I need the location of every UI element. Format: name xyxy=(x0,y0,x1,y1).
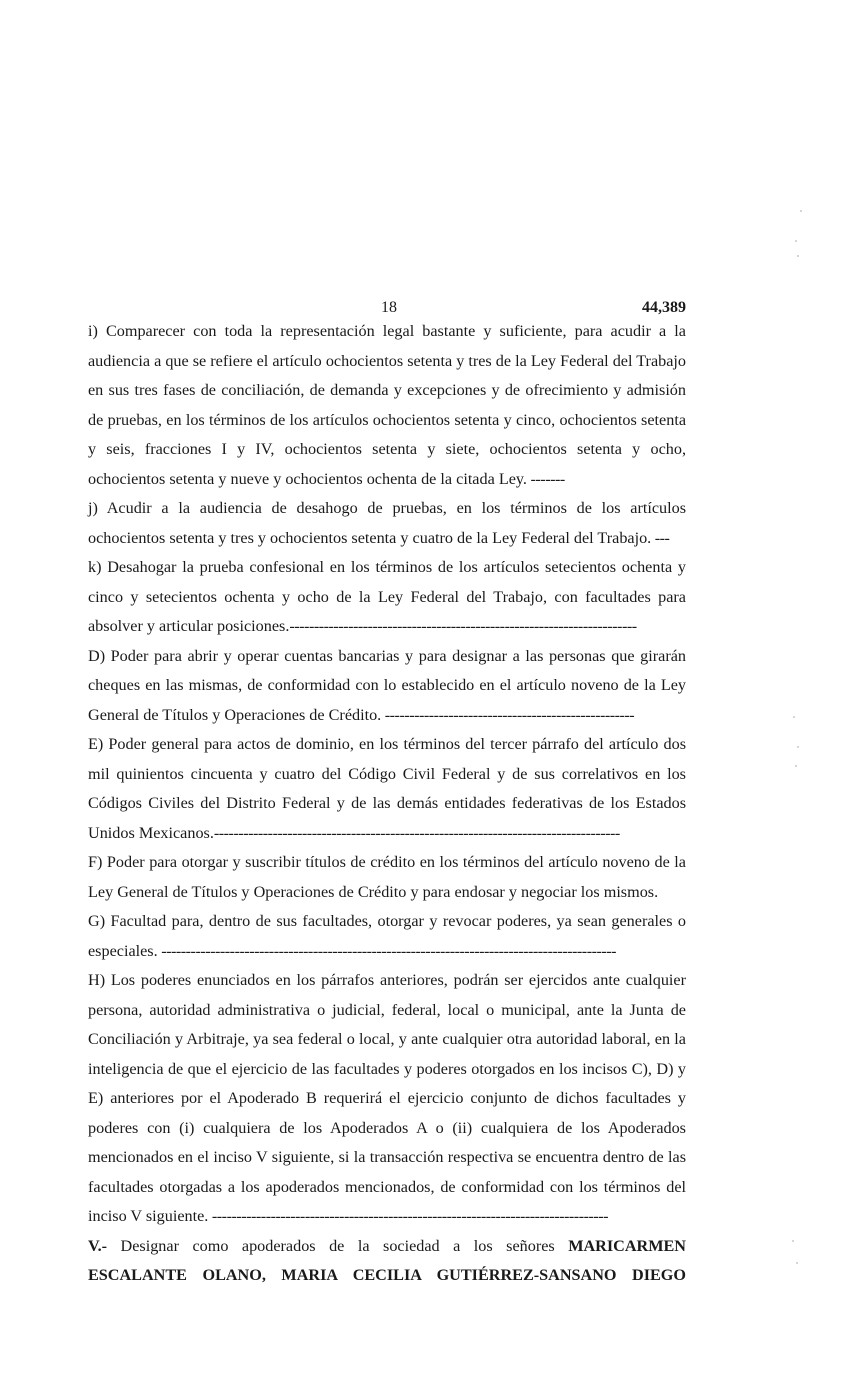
scan-speck xyxy=(796,1262,798,1264)
paragraph-D-dashes: --------------------------------------------------- xyxy=(381,705,635,724)
paragraph-H xyxy=(88,966,686,1232)
paragraph-E-text: E) Poder general para actos de dominio, en los términos del tercer párrafo del artículo dos mil quinientos cincuenta y cuatro del Código Civil Federal y de sus correlativos en los Códigos Civiles del Distrito Federal y de las demás entidades federativas de los Estados Unidos Mexicanos. xyxy=(88,735,686,842)
paragraph-k-dashes: ----------------------------------------------------------------------- xyxy=(289,617,637,635)
paragraph-F-text: F) Poder para otorgar y suscribir títulos de crédito en los términos del artículo noveno de la Ley General de Títulos y Operaciones de Crédito y para endosar y negociar los mismos. xyxy=(88,853,686,901)
paragraph-V-text: Designar como apoderados de la sociedad a los señores xyxy=(107,1236,569,1255)
page-number: 18 xyxy=(381,299,397,316)
scan-speck xyxy=(795,240,797,242)
scan-speck xyxy=(795,765,797,767)
paragraph-j-text: j) Acudir a la audiencia de desahogo de pruebas, en los términos de los artículos ochocientos setenta y tres y ochocientos setenta y cuatro de la Ley Federal del Trabajo. xyxy=(88,499,686,547)
scan-speck xyxy=(797,746,799,748)
paragraph-i-dashes: ------- xyxy=(526,469,565,488)
document-body xyxy=(88,317,686,1291)
paragraph-i xyxy=(88,317,686,494)
paragraph-V-label: V.- xyxy=(88,1236,108,1255)
paragraph-E xyxy=(88,730,686,848)
paragraph-V-names: MARICARMEN ESCALANTE OLANO, MARIA CECILIA GUTIÉRREZ-SANSANO DIEGO xyxy=(88,1236,686,1284)
paragraph-G-dashes: --------------------------------------------------------------------------------------------- xyxy=(157,941,617,960)
scan-speck xyxy=(793,716,795,718)
paragraph-G-text: G) Facultad para, dentro de sus facultades, otorgar y revocar poderes, ya sean generales o especiales. xyxy=(88,912,686,960)
paragraph-D-text: D) Poder para abrir y operar cuentas bancarias y para designar a las personas que girarán cheques en las mismas, de conformidad con lo establecido en el artículo noveno de la Ley General de Títulos y Operaciones de Crédito. xyxy=(88,646,686,724)
paragraph-k-text: k) Desahogar la prueba confesional en los términos de los artículos setecientos ochenta y cinco y setecientos ochenta y ocho de la Ley Federal del Trabajo, con facultades para absolver y articular posiciones. xyxy=(88,558,686,635)
scan-speck xyxy=(792,1240,794,1242)
paragraph-i-text: i) Comparecer con toda la representación legal bastante y suficiente, para acudir a la audiencia a que se refiere el artículo ochocientos setenta y tres de la Ley Federal del Trabajo en sus tres fases de conciliación, de demanda y excepciones y de ofrecimiento y admisión de pruebas, en los términos de los artículos ochocientos setenta y cinco, ochocientos setenta y seis, fracciones I y IV, ochocientos setenta y siete, ochocientos setenta y ocho, ochocientos setenta y nueve y ochocientos ochenta de la citada Ley. xyxy=(88,322,686,488)
deed-number: 44,389 xyxy=(642,299,686,316)
paragraph-j xyxy=(88,494,686,553)
paragraph-V xyxy=(88,1232,686,1291)
paragraph-j-dashes: --- xyxy=(651,528,670,547)
paragraph-F xyxy=(88,848,686,907)
paragraph-H-text: H) Los poderes enunciados en los párrafos anteriores, podrán ser ejercidos ante cualquier persona, autoridad administrativa o judicial, federal, local o municipal, ante la Junta de Conciliación y Arbitraje, ya sea federal o local, y ante cualquier otra autoridad laboral, en la inteligencia de que el ejercicio de las facultades y poderes otorgados en los incisos C), D) y E) anteriores por el Apoderado B requerirá el ejercicio conjunto de dichos facultades y poderes con (i) cualquiera de los Apoderados A o (ii) cualquiera de los Apoderados mencionados en el inciso V siguiente, si la transacción respectiva se encuentra dentro de las facultades otorgadas a los apoderados mencionados, de conformidad con los términos del inciso V siguiente. xyxy=(88,971,686,1225)
paragraph-k xyxy=(88,553,686,642)
paragraph-H-dashes: --------------------------------------------------------------------------------- xyxy=(208,1207,609,1225)
scan-speck xyxy=(797,255,799,257)
paragraph-E-dashes: ----------------------------------------------------------------------------------- xyxy=(213,823,620,842)
scan-speck xyxy=(800,210,802,212)
paragraph-G xyxy=(88,907,686,966)
paragraph-D xyxy=(88,642,686,731)
